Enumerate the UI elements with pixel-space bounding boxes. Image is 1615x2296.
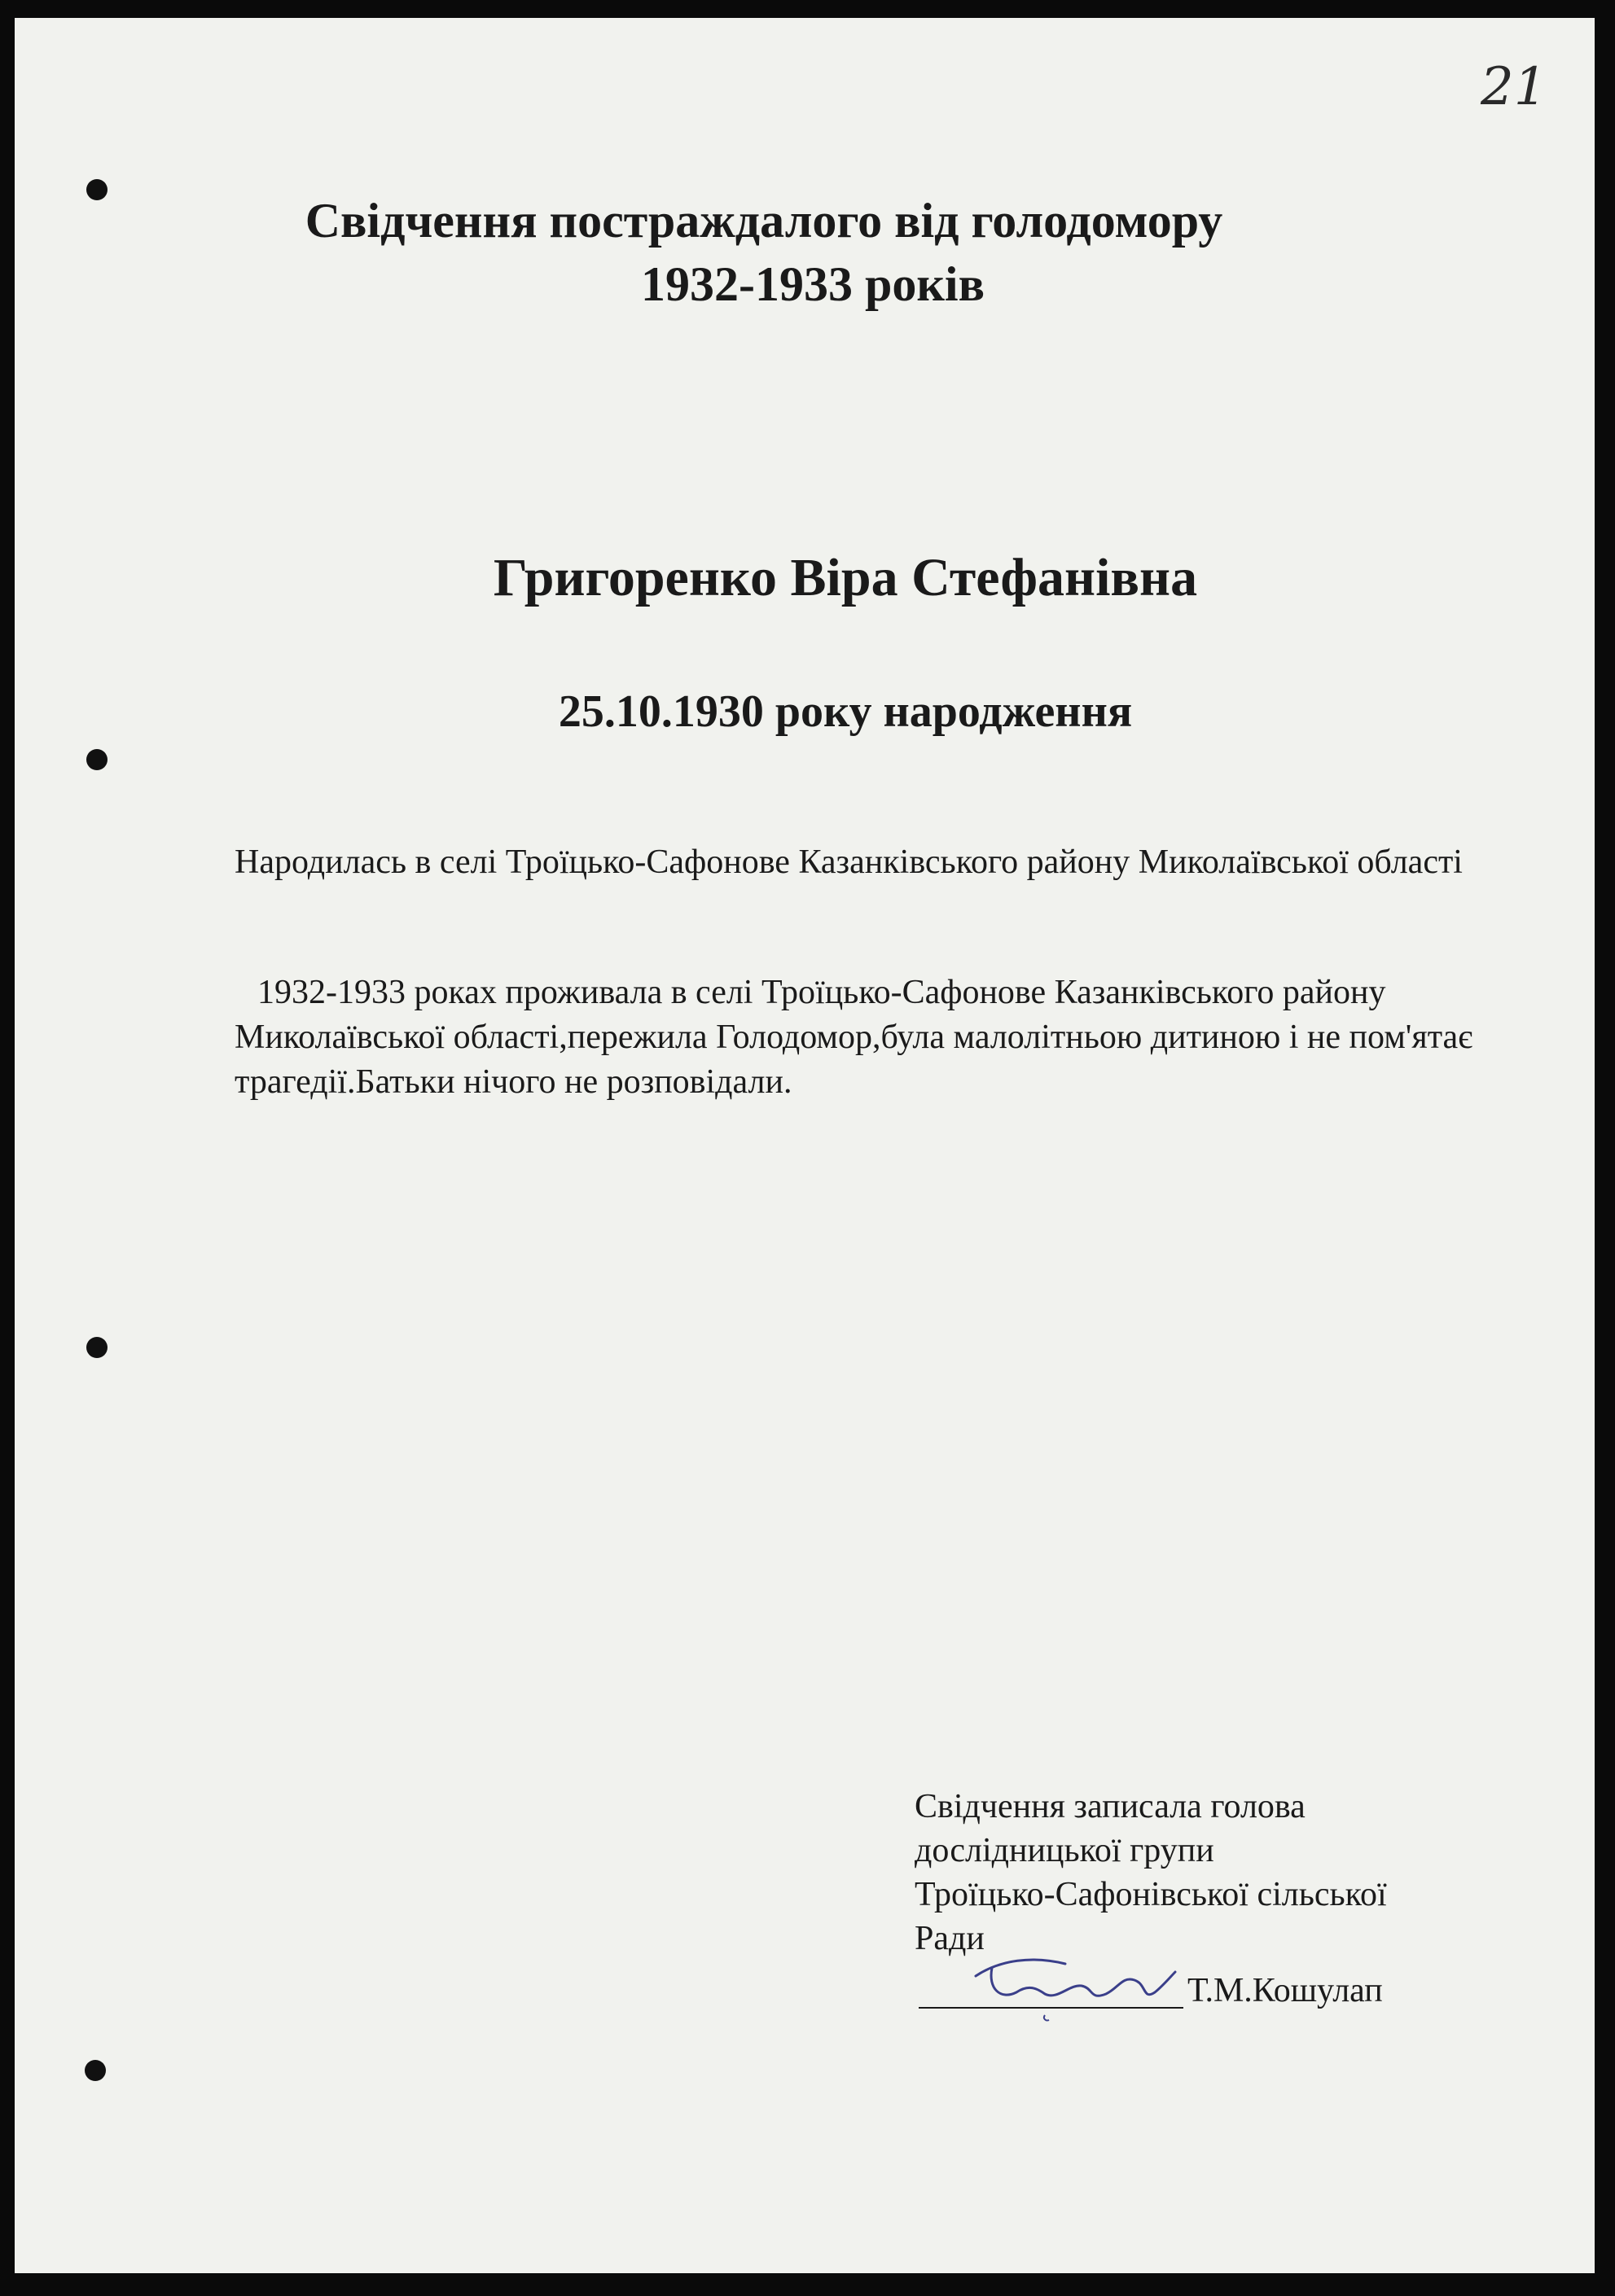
punch-hole-icon: [86, 749, 108, 770]
signature-line-4: Ради: [915, 1920, 985, 1957]
punch-hole-icon: [85, 2060, 106, 2081]
birth-date-line: 25.10.1930 року народження: [558, 686, 1133, 737]
page-number: 21: [1481, 57, 1547, 117]
signature-line-1: Свідчення записала голова: [915, 1788, 1306, 1825]
handwritten-signature-icon: [968, 1943, 1179, 2025]
title-line-1: Свідчення постраждалого від голодомору: [305, 194, 1223, 248]
testimony-paragraph: 1932-1933 роках проживала в селі Троїцько-Сафонове Казанківського району Миколаївської області,пережила Голодомор,була малолітньою дитиною і не пом'ятає трагедії.Батьки нічого не розповідали.: [235, 974, 1473, 1101]
signature-line-2: дослідницької групи: [915, 1832, 1214, 1869]
title-line-2: 1932-1933 років: [641, 257, 985, 311]
signer-name: Т.М.Кошулап: [1187, 1972, 1383, 2009]
document-title: [15, 189, 1595, 316]
witness-name: Григоренко Віра Стефанівна: [493, 548, 1198, 607]
signature-row: [919, 1968, 1448, 2017]
birthplace-paragraph: Народилась в селі Троїцько-Сафонове Казанківського району Миколаївської області: [235, 843, 1463, 881]
signature-block: [915, 1785, 1387, 1961]
signature-underline: [919, 2007, 1183, 2009]
signature-line-3: Троїцько-Сафонівської сільської: [915, 1876, 1387, 1913]
punch-hole-icon: [86, 1337, 108, 1358]
document-page: [15, 18, 1595, 2273]
